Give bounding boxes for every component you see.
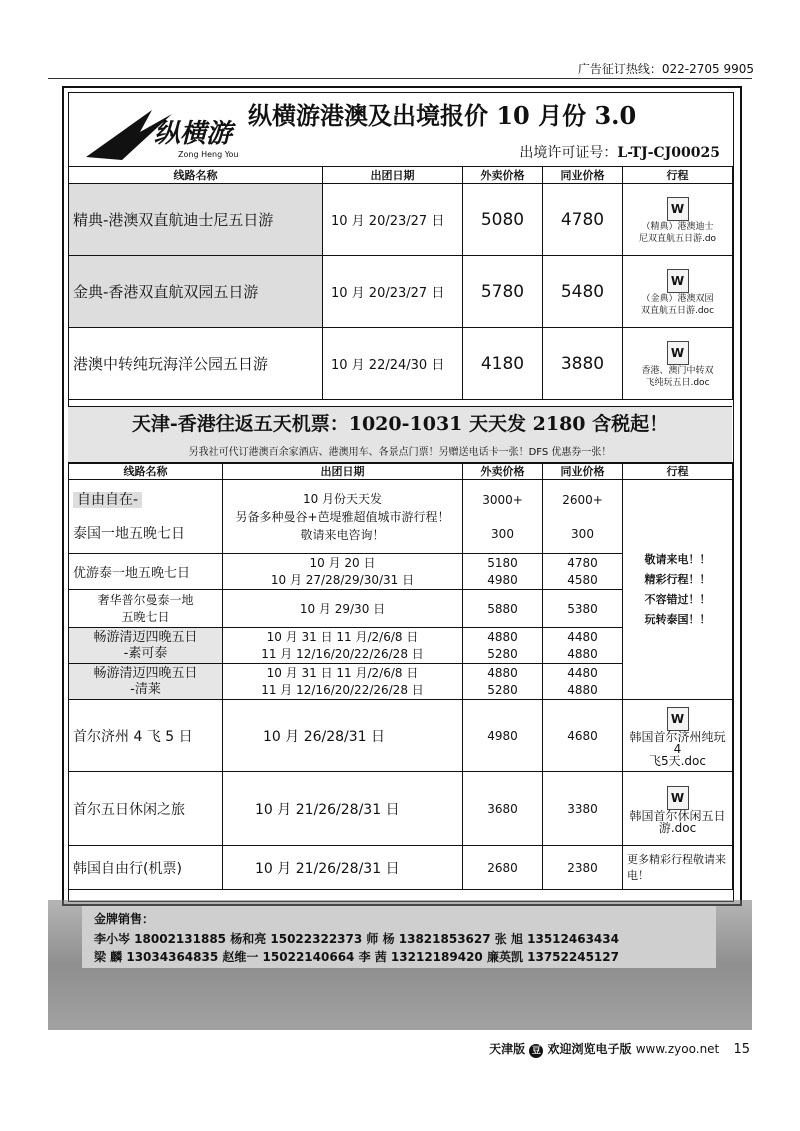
date-line: 11 月 12/16/20/22/26/28 日 <box>261 682 424 697</box>
itinerary-doc[interactable] <box>623 772 733 846</box>
price-line: 5280 <box>487 646 518 661</box>
trade-price <box>543 480 623 554</box>
table-row <box>69 846 733 890</box>
route-date: 10 月 20/23/27 日 <box>323 256 463 328</box>
route-date <box>223 554 463 590</box>
price-line: 4480 <box>567 629 598 644</box>
itinerary-doc[interactable] <box>623 184 733 256</box>
license-code: L-TJ-CJ00025 <box>617 145 720 161</box>
route-name-1: 畅游清迈四晚五日 <box>93 665 198 681</box>
table-row <box>69 772 733 846</box>
trade-price: 3880 <box>543 328 623 400</box>
logo-subtitle: Zong Heng You <box>178 150 239 159</box>
price-line: 5180 <box>487 555 518 570</box>
retail-price <box>463 554 543 590</box>
license-label: 出境许可证号： <box>519 145 618 161</box>
price-line: 4880 <box>567 646 598 661</box>
route-name <box>69 480 223 554</box>
price-line: 4880 <box>567 682 598 697</box>
col-route: 线路名称 <box>69 463 223 480</box>
price-line: 2600+ <box>562 492 603 507</box>
route-date: 10 月 22/24/30 日 <box>323 328 463 400</box>
doc-name-1: 香港、澳门中转双 <box>641 365 714 376</box>
price-line: 5280 <box>487 682 518 697</box>
thai-promo <box>623 480 733 700</box>
page-number: 15 <box>733 1042 750 1057</box>
route-name-2: 五晚七日 <box>121 609 170 624</box>
price-line: 4880 <box>487 665 518 680</box>
route-name-1: 奢华普尔曼泰一地 <box>97 592 194 607</box>
date-line: 敬请来电咨询！ <box>300 527 385 542</box>
route-date: 10 月 20/23/27 日 <box>323 184 463 256</box>
route-name: 首尔五日休闲之旅 <box>69 772 223 846</box>
route-name: 首尔济州 4 飞 5 日 <box>69 700 223 772</box>
date-line: 10 月 20 日 <box>309 555 376 570</box>
doc-name-1: （金典）港澳双园 <box>641 293 714 304</box>
site-link[interactable]: www.zyoo.net <box>635 1042 720 1056</box>
col-retail: 外卖价格 <box>463 167 543 184</box>
sales-contacts <box>82 906 716 968</box>
route-name-2: 泰国一地五晚七日 <box>73 525 185 542</box>
word-doc-icon[interactable]: W <box>667 341 689 365</box>
date-line: 10 月 27/28/29/30/31 日 <box>270 572 415 587</box>
license <box>519 142 720 162</box>
retail-price <box>463 480 543 554</box>
sales-label: 金牌销售： <box>94 912 155 926</box>
itinerary-doc[interactable] <box>623 256 733 328</box>
date-line: 10 月 31 日 11 月/2/6/8 日 <box>266 665 419 680</box>
retail-price: 3680 <box>463 772 543 846</box>
route-date: 10 月 21/26/28/31 日 <box>223 846 463 890</box>
retail-price: 4180 <box>463 328 543 400</box>
page-title: 纵横游港澳及出境报价 10 月份 3.0 <box>248 101 637 130</box>
retail-price: 5080 <box>463 184 543 256</box>
table-row <box>69 328 733 400</box>
route-name <box>69 628 223 664</box>
trade-price <box>543 554 623 590</box>
word-doc-icon[interactable]: W <box>667 707 689 731</box>
logo-text: 纵横游 <box>154 119 233 149</box>
route-name-1: 自由自在- <box>73 492 142 508</box>
sales-row-2: 梁 麟 13034364835 赵维一 15022140664 李 茜 13212189420 廉英凯 13752245127 <box>94 950 619 964</box>
col-itinerary: 行程 <box>623 167 733 184</box>
col-itinerary: 行程 <box>623 463 733 480</box>
retail-price <box>463 664 543 700</box>
route-date: 10 月 21/26/28/31 日 <box>223 772 463 846</box>
route-name <box>69 590 223 628</box>
word-doc-icon[interactable]: W <box>667 786 689 810</box>
price-line: 4480 <box>567 665 598 680</box>
col-date: 出团日期 <box>223 463 463 480</box>
col-trade: 同业价格 <box>543 463 623 480</box>
doc-name-1: 韩国首尔济州纯玩4 <box>629 729 726 756</box>
route-name <box>69 664 223 700</box>
retail-price: 5780 <box>463 256 543 328</box>
hk-table <box>68 166 733 400</box>
doc-name-1: 韩国首尔休闲五日 <box>629 808 726 823</box>
doc-name-2: 尼双直航五日游.do <box>638 233 717 244</box>
word-doc-icon[interactable]: W <box>667 269 689 293</box>
route-name: 金典-香港双直航双园五日游 <box>69 256 323 328</box>
col-route: 线路名称 <box>69 167 323 184</box>
ad-hotline: 广告征订热线：022-2705 9905 <box>577 62 754 76</box>
date-line: 另备多种曼谷+芭堤雅超值城市游行程！ <box>235 509 450 524</box>
trade-price: 2380 <box>543 846 623 890</box>
price-line: 300 <box>571 526 594 541</box>
table-row <box>69 480 733 554</box>
doc-name-1: （精典）港澳迪士 <box>641 221 714 232</box>
route-name-2: -素可泰 <box>123 645 168 661</box>
price-line: 4580 <box>567 572 598 587</box>
thai-korea-table <box>68 462 733 890</box>
table-row <box>69 256 733 328</box>
banner-subtext: 另我社可代订港澳百余家酒店、港澳用车、各景点门票！另赠送电话卡一张！DFS 优惠券一张！ <box>188 447 612 458</box>
doc-name-2: 游.doc <box>658 820 697 835</box>
retail-price: 2680 <box>463 846 543 890</box>
col-date: 出团日期 <box>323 167 463 184</box>
sales-row-1: 李小岑 18002131885 杨和亮 15022322373 师 杨 13821853627 张 旭 13512463434 <box>94 932 619 946</box>
route-date: 10 月 29/30 日 <box>223 590 463 628</box>
col-retail: 外卖价格 <box>463 463 543 480</box>
table-row <box>69 184 733 256</box>
date-line: 10 月份天天发 <box>302 491 383 506</box>
trade-price: 4780 <box>543 184 623 256</box>
route-date <box>223 480 463 554</box>
banner-headline: 天津-香港往返五天机票：1020-1031 天天发 2180 含税起！ <box>131 413 669 435</box>
price-line: 300 <box>491 526 514 541</box>
edition-label: 天津版 <box>489 1042 526 1056</box>
route-date: 10 月 26/28/31 日 <box>223 700 463 772</box>
route-name: 精典-港澳双直航迪士尼五日游 <box>69 184 323 256</box>
doc-name-2: 飞5天.doc <box>648 753 706 768</box>
header-rule <box>48 78 752 79</box>
promo-line: 敬请来电！！ <box>644 552 711 566</box>
doc-name-2: 双直航五日游.doc <box>640 305 715 316</box>
promo-line: 精彩行程！！ <box>644 572 711 586</box>
itinerary-doc[interactable] <box>623 328 733 400</box>
trade-price <box>543 664 623 700</box>
col-trade: 同业价格 <box>543 167 623 184</box>
promo-line: 玩转泰国！！ <box>644 612 711 626</box>
route-name-2: -清莱 <box>130 681 161 697</box>
retail-price: 4980 <box>463 700 543 772</box>
word-doc-icon[interactable]: W <box>667 197 689 221</box>
price-line: 4780 <box>567 555 598 570</box>
welcome-text: 欢迎浏览电子版 <box>547 1042 632 1056</box>
route-date <box>223 628 463 664</box>
trade-price: 5380 <box>543 590 623 628</box>
trade-price: 3380 <box>543 772 623 846</box>
more-info-note: 更多精彩行程敬请来电！ <box>623 846 733 890</box>
doc-name-2: 飞纯玩五日.doc <box>645 377 710 388</box>
trade-price: 4680 <box>543 700 623 772</box>
route-name: 优游泰一地五晚七日 <box>69 554 223 590</box>
route-name-1: 畅游清迈四晚五日 <box>93 629 198 645</box>
retail-price <box>463 628 543 664</box>
price-line: 4980 <box>487 572 518 587</box>
route-name: 韩国自由行(机票) <box>69 846 223 890</box>
airfare-banner <box>68 406 732 464</box>
price-line: 3000+ <box>482 492 523 507</box>
date-line: 11 月 12/16/20/22/26/28 日 <box>261 646 424 661</box>
itinerary-doc[interactable] <box>623 700 733 772</box>
price-line: 4880 <box>487 629 518 644</box>
trade-price: 5480 <box>543 256 623 328</box>
promo-line: 不容错过！！ <box>644 592 711 606</box>
trade-price <box>543 628 623 664</box>
route-name: 港澳中转纯玩海洋公园五日游 <box>69 328 323 400</box>
footer <box>489 1040 750 1058</box>
table-row <box>69 700 733 772</box>
badge-icon: 豆 <box>529 1044 543 1058</box>
date-line: 10 月 31 日 11 月/2/6/8 日 <box>266 629 419 644</box>
retail-price: 5880 <box>463 590 543 628</box>
route-date <box>223 664 463 700</box>
